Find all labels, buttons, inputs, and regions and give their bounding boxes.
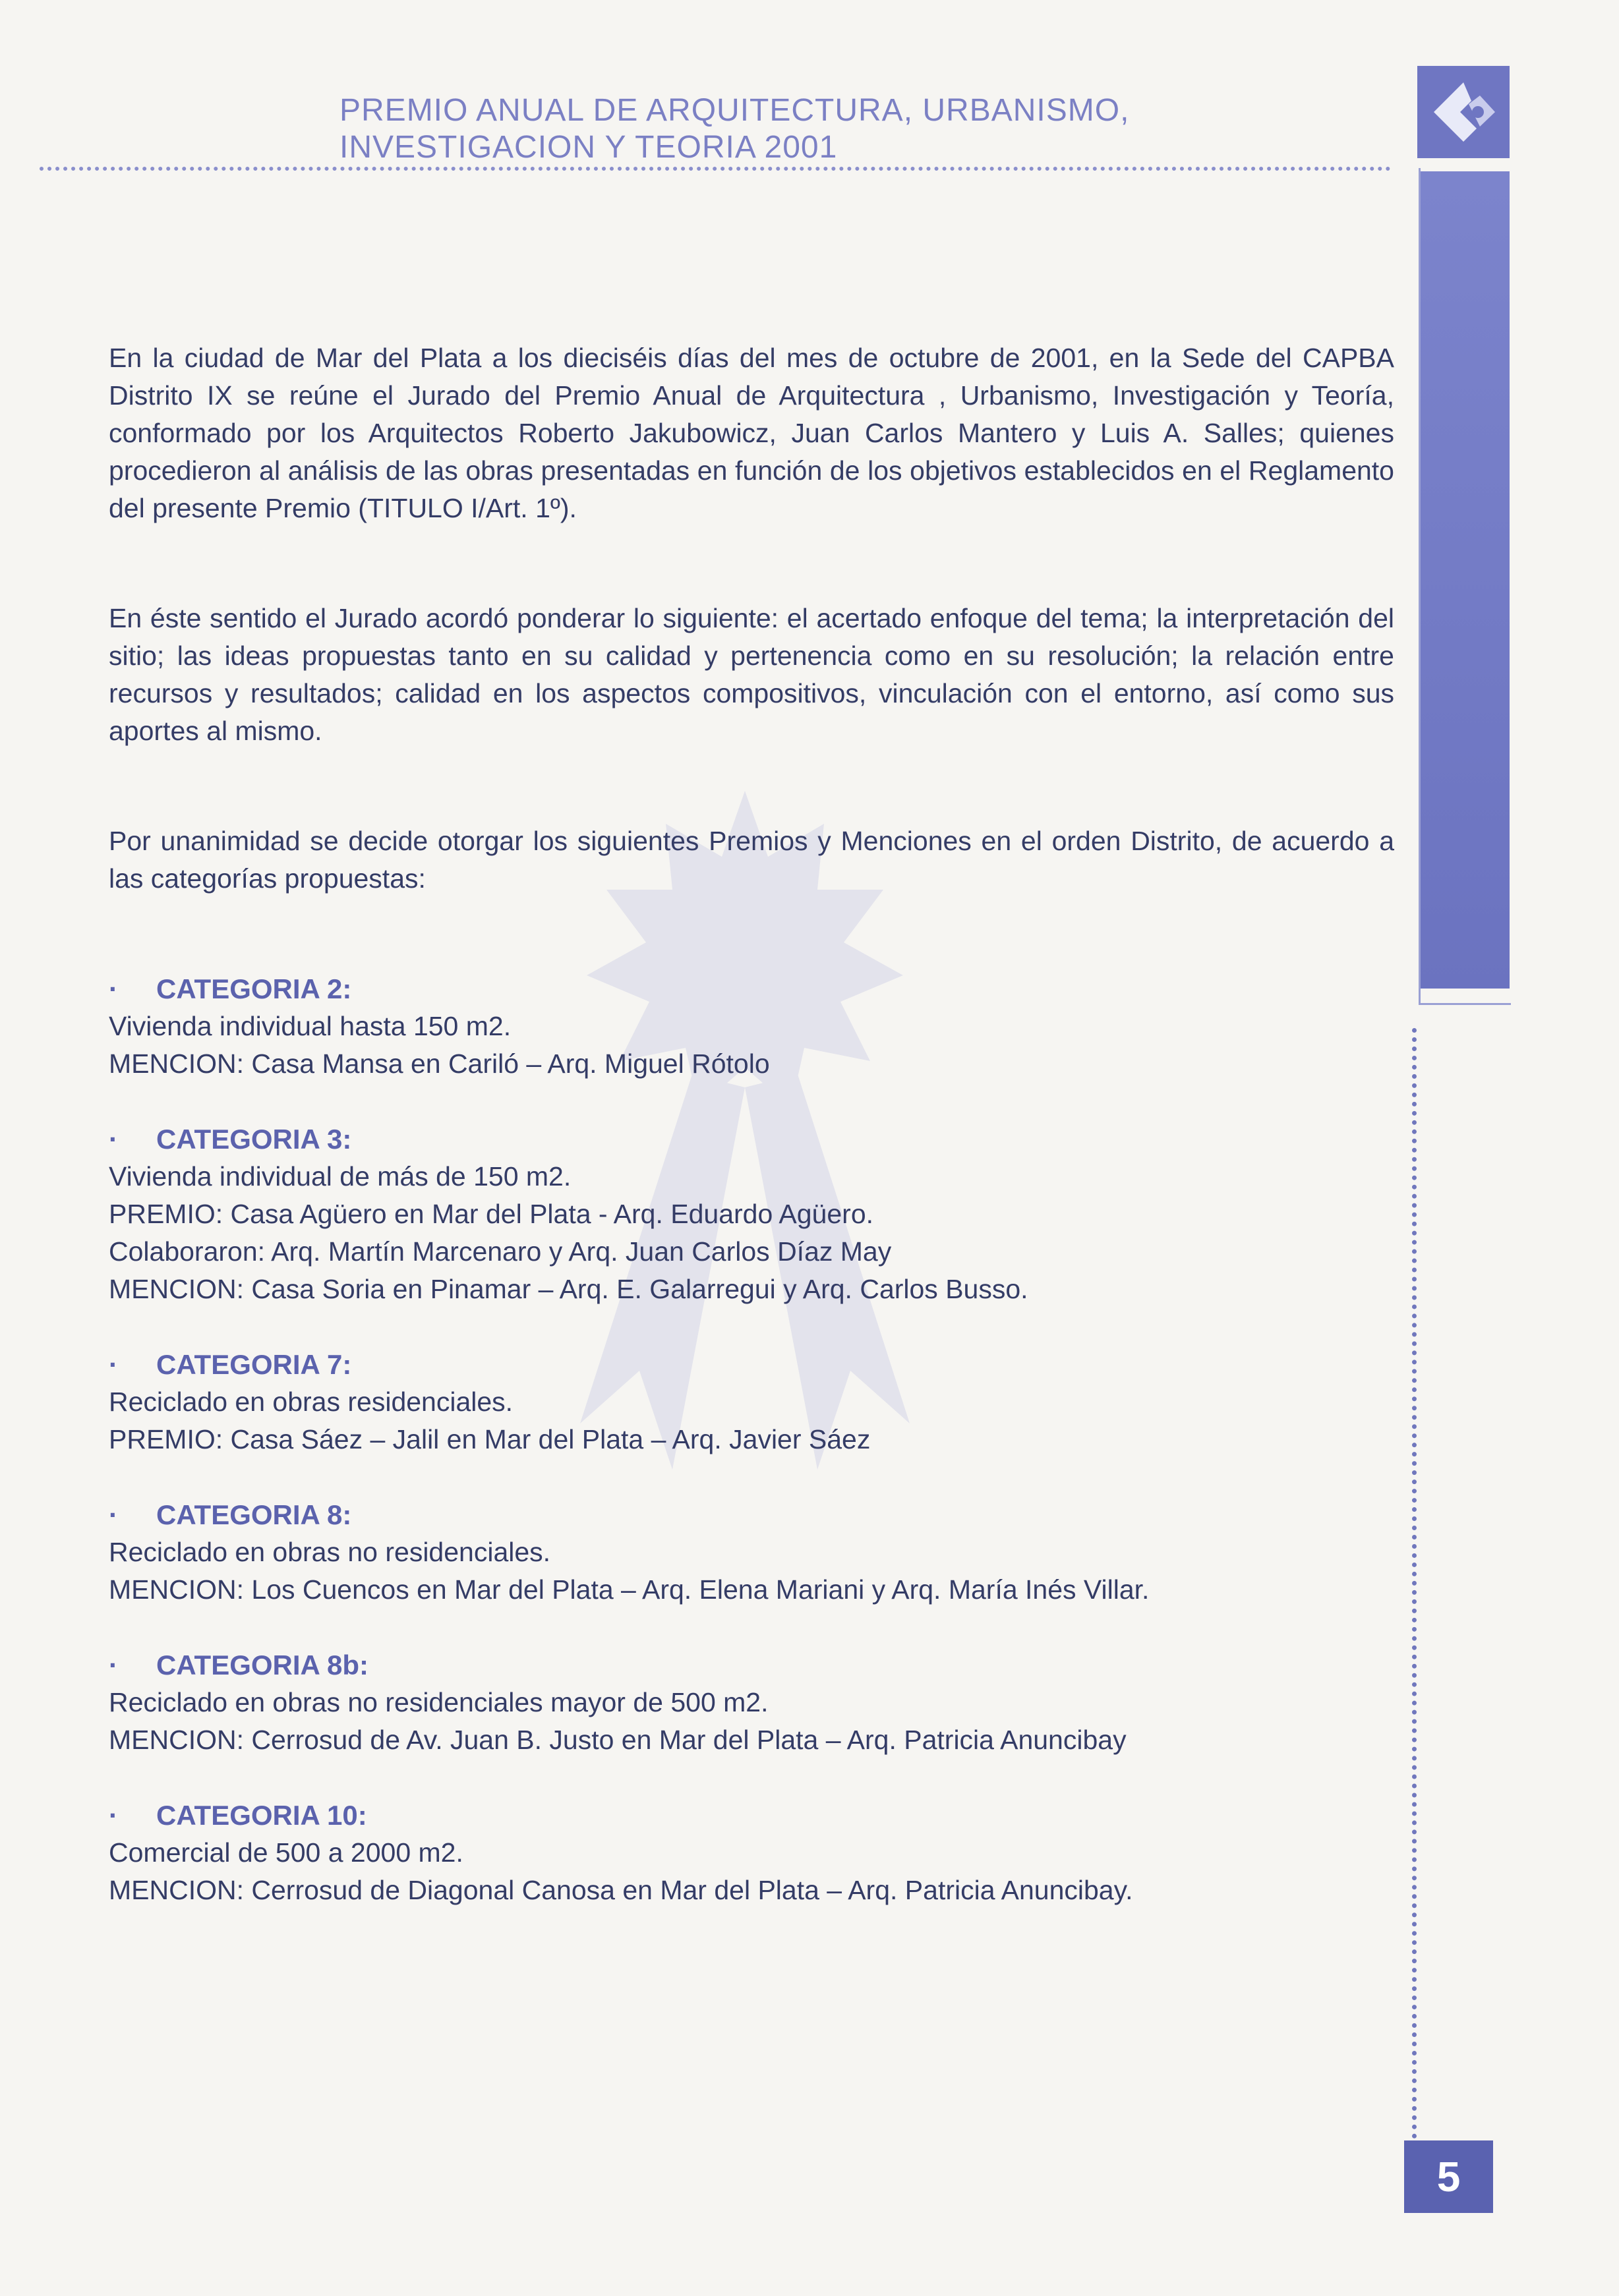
header-title (339, 92, 1129, 166)
page-number: 5 (1404, 2140, 1493, 2213)
category-line: Reciclado en obras no residenciales mayor de 500 m2. (109, 1687, 769, 1717)
category-block (109, 1646, 1394, 1759)
category-line: Vivienda individual de más de 150 m2. (109, 1161, 572, 1191)
sidebar-band (1421, 171, 1510, 989)
category-line: Vivienda individual hasta 150 m2. (109, 1011, 512, 1041)
decision-paragraph: Por unanimidad se decide otorgar los siguientes Premios y Menciones en el orden Distrito, de acuerdo a las categorías propuestas: (109, 826, 1394, 894)
category-heading: · CATEGORIA 8b: (109, 1650, 368, 1680)
category-heading: · CATEGORIA 10: (109, 1800, 367, 1831)
category-line: Reciclado en obras no residenciales. (109, 1537, 551, 1567)
category-heading: · CATEGORIA 7: (109, 1349, 352, 1380)
category-block (109, 1496, 1394, 1609)
category-block (109, 1346, 1394, 1458)
category-line: MENCION: Casa Mansa en Cariló – Arq. Miguel Rótolo (109, 1048, 770, 1079)
document-body (109, 339, 1394, 1947)
category-line: MENCION: Cerrosud de Av. Juan B. Justo en Mar del Plata – Arq. Patricia Anuncibay (109, 1725, 1127, 1755)
category-block (109, 1120, 1394, 1308)
category-heading: · CATEGORIA 3: (109, 1124, 352, 1155)
category-line: MENCION: Cerrosud de Diagonal Canosa en Mar del Plata – Arq. Patricia Anuncibay. (109, 1875, 1133, 1905)
category-line: PREMIO: Casa Sáez – Jalil en Mar del Plata – Arq. Javier Sáez (109, 1424, 871, 1454)
category-line: Reciclado en obras residenciales. (109, 1387, 514, 1417)
category-line: PREMIO: Casa Agüero en Mar del Plata - Arq. Eduardo Agüero. (109, 1199, 874, 1229)
category-line: Comercial de 500 a 2000 m2. (109, 1837, 463, 1868)
category-block (109, 1796, 1394, 1909)
capba-logo-icon (1417, 66, 1510, 158)
header-dotted-rule (40, 167, 1391, 171)
category-block (109, 970, 1394, 1083)
category-line: MENCION: Los Cuencos en Mar del Plata – Arq. Elena Mariani y Arq. María Inés Villar. (109, 1574, 1150, 1605)
category-heading: · CATEGORIA 8: (109, 1499, 352, 1530)
criteria-paragraph: En éste sentido el Jurado acordó ponderar lo siguiente: el acertado enfoque del tema; la interpretación del sitio; las ideas propuestas tanto en su calidad y pertenencia como en su resolución; la relación entre recursos y resultados; calidad en los aspectos compositivos, vinculación con el entorno, así como sus aportes al mismo. (109, 603, 1394, 746)
sidebar-dotted-rule (1412, 1028, 1417, 2148)
category-line: Colaboraron: Arq. Martín Marcenaro y Arq. Juan Carlos Díaz May (109, 1236, 892, 1267)
category-heading: · CATEGORIA 2: (109, 973, 352, 1004)
header-title-line-1: PREMIO ANUAL DE ARQUITECTURA, URBANISMO, (339, 93, 1130, 128)
category-line: MENCION: Casa Soria en Pinamar – Arq. E. Galarregui y Arq. Carlos Busso. (109, 1274, 1028, 1304)
intro-paragraph: En la ciudad de Mar del Plata a los dieciséis días del mes de octubre de 2001, en la Sede del CAPBA Distrito IX se reúne el Jurado del Premio Anual de Arquitectura , Urbanismo, Investigación y Teoría, conformado por los Arquitectos Roberto Jakubowicz, Juan Carlos Mantero y Luis A. Salles; quienes procedieron al análisis de las obras presentadas en función de los objetivos establecidos en el Reglamento del presente Premio (TITULO I/Art. 1º). (109, 343, 1394, 523)
header-title-line-2: INVESTIGACION Y TEORIA 2001 (339, 130, 838, 165)
